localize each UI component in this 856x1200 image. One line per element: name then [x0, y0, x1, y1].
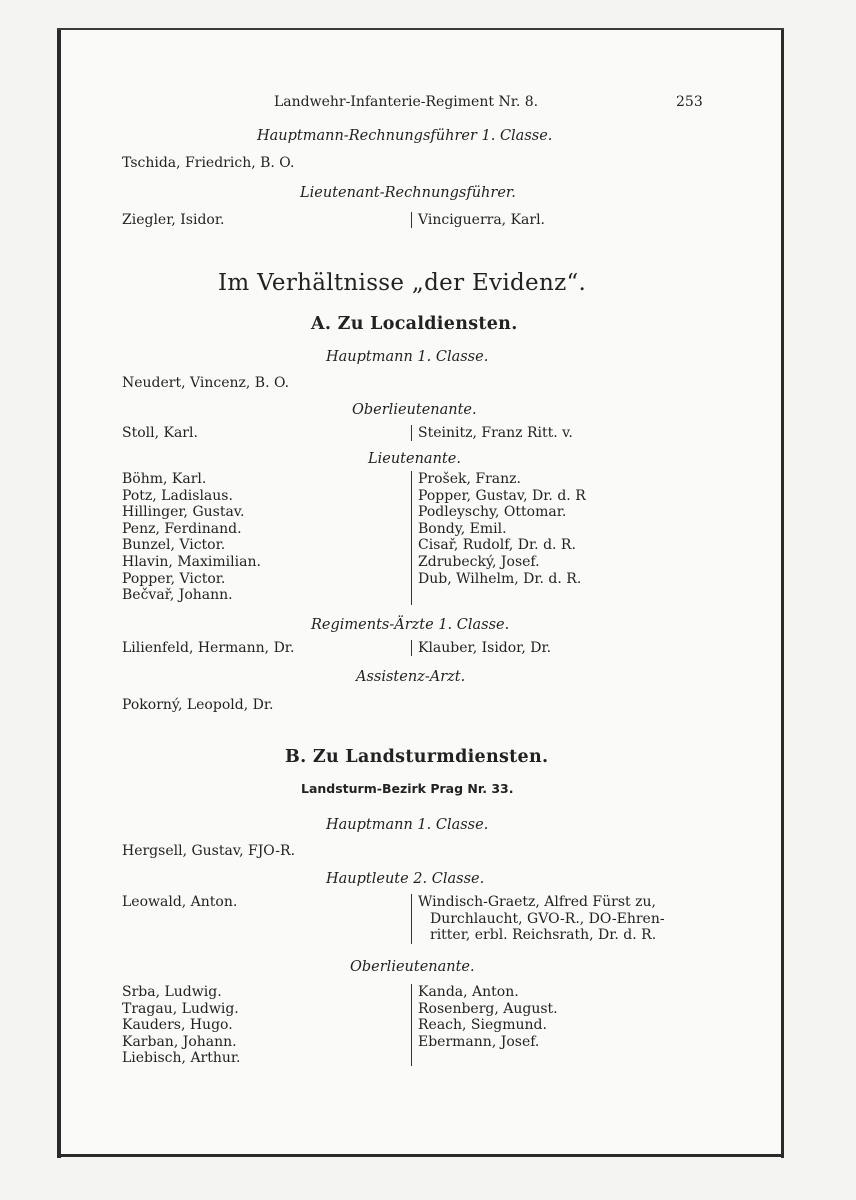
officer-name: Karban, Johann. [122, 1033, 237, 1050]
rank-heading: Lieutenant-Rechnungsführer. [300, 185, 516, 201]
officer-name: Srba, Ludwig. [122, 984, 222, 1000]
officer-list-right [418, 471, 586, 587]
officer-name: Zdrubecký, Josef. [418, 553, 540, 570]
column-divider [411, 640, 412, 656]
officer-name: Popper, Victor. [122, 570, 226, 587]
officer-list-right [418, 984, 558, 1050]
officer-name: Klauber, Isidor, Dr. [418, 640, 552, 656]
officer-name: Penz, Ferdinand. [122, 520, 242, 537]
officer-name-continued: ritter, erbl. Reichsrath, Dr. d. R. [430, 927, 657, 944]
officer-name: Tschida, Friedrich, B. O. [122, 155, 295, 171]
officer-name: Böhm, Karl. [122, 471, 207, 487]
officer-name: Kauders, Hugo. [122, 1017, 233, 1034]
column-divider [411, 894, 412, 944]
column-divider [411, 425, 412, 441]
rank-heading: Hauptmann-Rechnungsführer 1. Classe. [257, 128, 553, 144]
officer-name: Bečvař, Johann. [122, 587, 233, 604]
officer-name: Potz, Ladislaus. [122, 487, 233, 504]
officer-name: Popper, Gustav, Dr. d. R [418, 487, 586, 504]
officer-name: Liebisch, Arthur. [122, 1050, 241, 1067]
officer-name: Leowald, Anton. [122, 894, 238, 910]
officer-name: Cisař, Rudolf, Dr. d. R. [418, 537, 576, 554]
page-edge-left [57, 30, 61, 1158]
column-divider [411, 471, 412, 605]
subsection-title: B. Zu Landsturmdiensten. [285, 747, 549, 767]
officer-name: Kanda, Anton. [418, 984, 519, 1000]
officer-name: Ebermann, Josef. [418, 1033, 540, 1050]
officer-name: Hlavin, Maximilian. [122, 553, 261, 570]
officer-name: Hillinger, Gustav. [122, 504, 245, 521]
officer-list-left [122, 984, 241, 1067]
officer-name-continued: Durchlaucht, GVO-R., DO-Ehren- [430, 910, 665, 927]
officer-name: Reach, Siegmund. [418, 1017, 547, 1034]
column-divider [411, 984, 412, 1066]
rank-heading: Oberlieutenante. [352, 402, 477, 418]
officer-name: Dub, Wilhelm, Dr. d. R. [418, 570, 582, 587]
officer-name: Lilienfeld, Hermann, Dr. [122, 640, 295, 656]
officer-name: Podleyschy, Ottomar. [418, 504, 567, 521]
officer-name: Pokorný, Leopold, Dr. [122, 697, 274, 713]
officer-name: Bunzel, Victor. [122, 537, 226, 554]
officer-name: Hergsell, Gustav, FJO-R. [122, 843, 296, 859]
officer-name: Neudert, Vincenz, B. O. [122, 375, 290, 391]
officer-name: Stoll, Karl. [122, 425, 198, 441]
rank-heading: Hauptmann 1. Classe. [326, 349, 489, 365]
district-heading: Landsturm-Bezirk Prag Nr. 33. [301, 781, 514, 796]
officer-list-left [122, 471, 261, 604]
rank-heading: Hauptleute 2. Classe. [326, 871, 485, 887]
page-number: 253 [676, 94, 703, 110]
rank-heading: Assistenz-Arzt. [356, 669, 466, 685]
section-title: Im Verhältnisse „der Evidenz“. [218, 270, 587, 296]
rank-heading: Oberlieutenante. [350, 959, 475, 975]
officer-name: Vinciguerra, Karl. [418, 212, 545, 228]
officer-name: Tragau, Ludwig. [122, 1000, 239, 1017]
rank-heading: Lieutenante. [368, 451, 461, 467]
rank-heading: Regiments-Ärzte 1. Classe. [311, 617, 510, 633]
officer-name: Prošek, Franz. [418, 471, 521, 487]
page-edge-bottom [57, 1154, 784, 1157]
officer-name: Steinitz, Franz Ritt. v. [418, 425, 573, 441]
running-title: Landwehr-Infanterie-Regiment Nr. 8. [274, 94, 539, 110]
officer-name: Bondy, Emil. [418, 520, 507, 537]
officer-name: Windisch-Graetz, Alfred Fürst zu, [418, 894, 656, 910]
rank-heading: Hauptmann 1. Classe. [326, 817, 489, 833]
subsection-title: A. Zu Localdiensten. [311, 314, 518, 334]
officer-name: Rosenberg, August. [418, 1000, 558, 1017]
officer-entry-multiline [418, 894, 665, 944]
column-divider [411, 212, 412, 228]
officer-name: Ziegler, Isidor. [122, 212, 225, 228]
page-edge-right [781, 30, 784, 1158]
